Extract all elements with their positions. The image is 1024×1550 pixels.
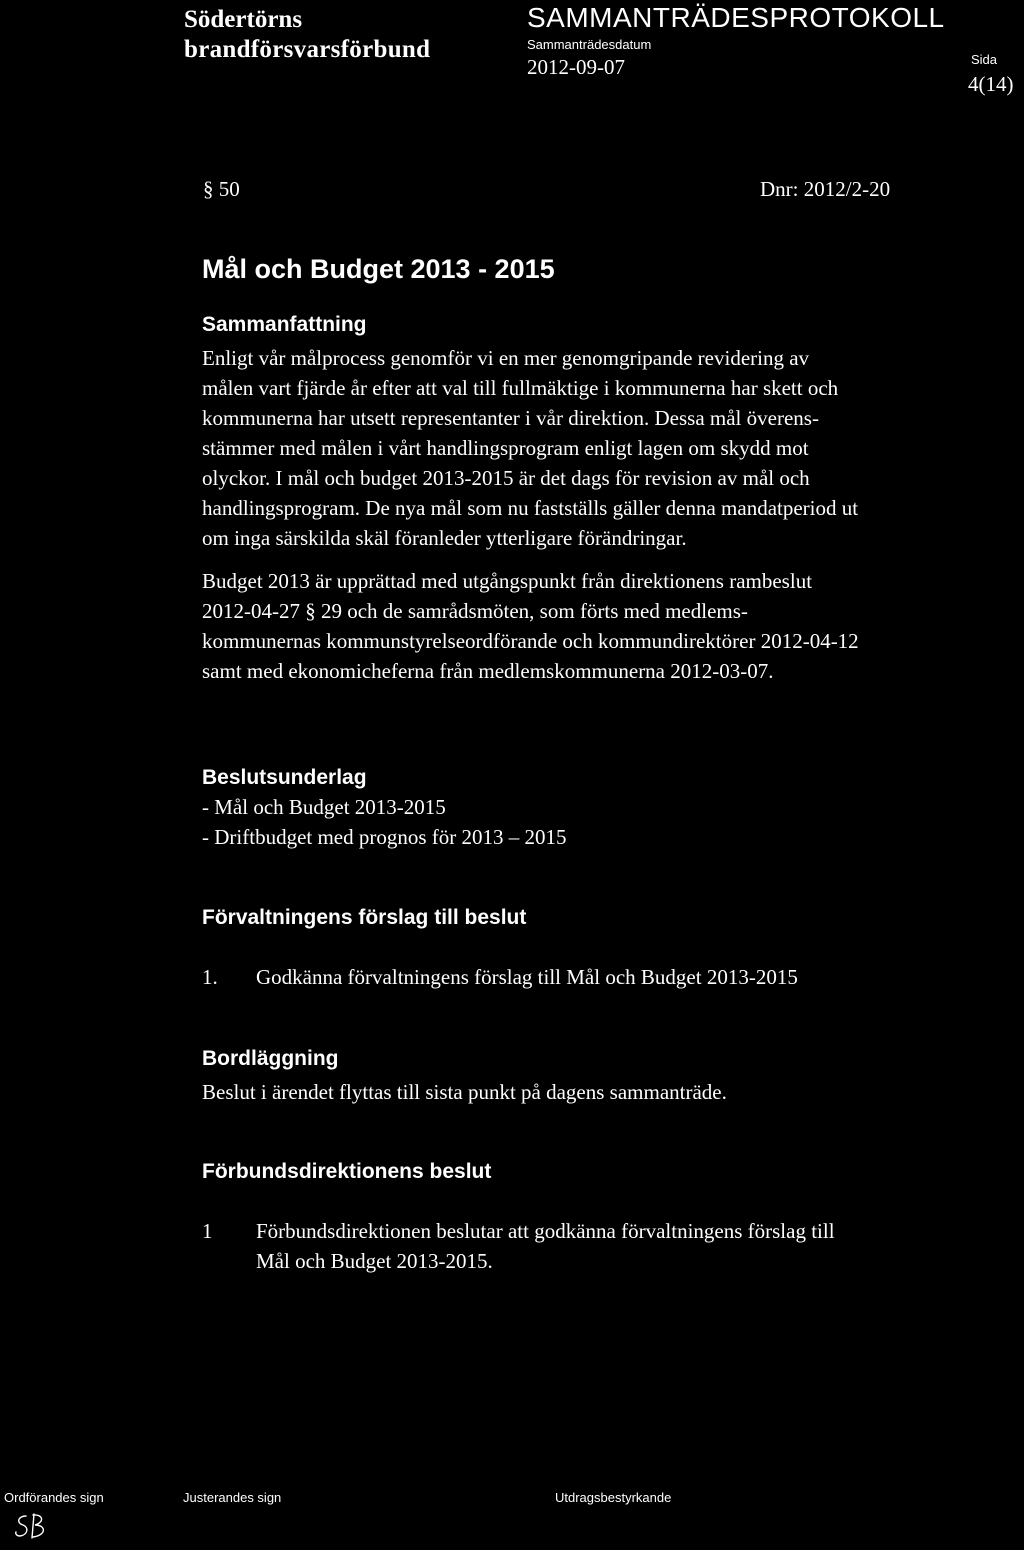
- decision-line: Förbundsdirektionen beslutar att godkänna förvaltningens förslag till: [256, 1219, 835, 1243]
- basis-heading: Beslutsunderlag: [202, 766, 367, 789]
- adjuster-signature-label: Justerandes sign: [183, 1490, 282, 1505]
- budget-line: kommunernas kommunstyrelseordförande och kommundirektörer 2012-04-12: [202, 629, 859, 653]
- chair-signature-label: Ordförandes sign: [4, 1490, 104, 1505]
- organization-name-line2: brandförsvarsförbund: [184, 36, 431, 63]
- budget-line: samt med ekonomicheferna från medlemskommunerna 2012-03-07.: [202, 659, 774, 683]
- organization-name-line1: Södertörns: [184, 6, 303, 33]
- page-number: 4(14): [968, 72, 1014, 96]
- summary-line: målen vart fjärde år efter att val till fullmäktige i kommunerna har skett och: [202, 376, 839, 400]
- basis-list: [202, 792, 567, 852]
- basis-item: - Driftbudget med prognos för 2013 – 2015: [202, 825, 567, 849]
- budget-text: [202, 566, 859, 686]
- tabling-text: Beslut i ärendet flyttas till sista punkt på dagens sammanträde.: [202, 1080, 727, 1104]
- decision-number: 1: [202, 1219, 213, 1243]
- paragraph-number: § 50: [203, 177, 240, 201]
- decision-line: Mål och Budget 2013-2015.: [256, 1249, 493, 1273]
- summary-line: Enligt vår målprocess genomför vi en mer genomgripande revidering av: [202, 346, 810, 370]
- budget-line: 2012-04-27 § 29 och de samrådsmöten, som förts med medlems-: [202, 599, 748, 623]
- proposal-heading: Förvaltningens förslag till beslut: [202, 906, 527, 929]
- handwritten-signature: [12, 1510, 52, 1542]
- page-title: Mål och Budget 2013 - 2015: [202, 254, 555, 284]
- basis-item: - Mål och Budget 2013-2015: [202, 795, 446, 819]
- proposal-text: Godkänna förvaltningens förslag till Mål och Budget 2013-2015: [256, 965, 798, 989]
- summary-heading: Sammanfattning: [202, 313, 367, 336]
- decision-text: [256, 1216, 835, 1276]
- summary-text: [202, 343, 858, 553]
- extract-certification-label: Utdragsbestyrkande: [555, 1490, 672, 1505]
- page-label: Sida: [971, 52, 998, 67]
- summary-line: olyckor. I mål och budget 2013-2015 är det dags för revision av mål och: [202, 466, 810, 490]
- tabling-heading: Bordläggning: [202, 1047, 339, 1070]
- summary-line: handlingsprogram. De nya mål som nu fastställs gäller denna mandatperiod ut: [202, 496, 859, 520]
- registration-number: Dnr: 2012/2-20: [760, 177, 891, 201]
- document-type: SAMMANTRÄDESPROTOKOLL: [527, 2, 945, 33]
- summary-line: stämmer med målen i vårt handlingsprogram enligt lagen om skydd mot: [202, 436, 809, 460]
- decision-heading: Förbundsdirektionens beslut: [202, 1160, 492, 1183]
- summary-line: kommunerna har utsett representanter i vår direktion. Dessa mål överens-: [202, 406, 819, 430]
- summary-line: om inga särskilda skäl föranleder ytterligare förändringar.: [202, 526, 687, 550]
- meeting-date: 2012-09-07: [527, 55, 625, 79]
- budget-line: Budget 2013 är upprättad med utgångspunkt från direktionens rambeslut: [202, 569, 813, 593]
- proposal-number: 1.: [202, 965, 218, 989]
- meeting-date-label: Sammanträdesdatum: [527, 37, 652, 52]
